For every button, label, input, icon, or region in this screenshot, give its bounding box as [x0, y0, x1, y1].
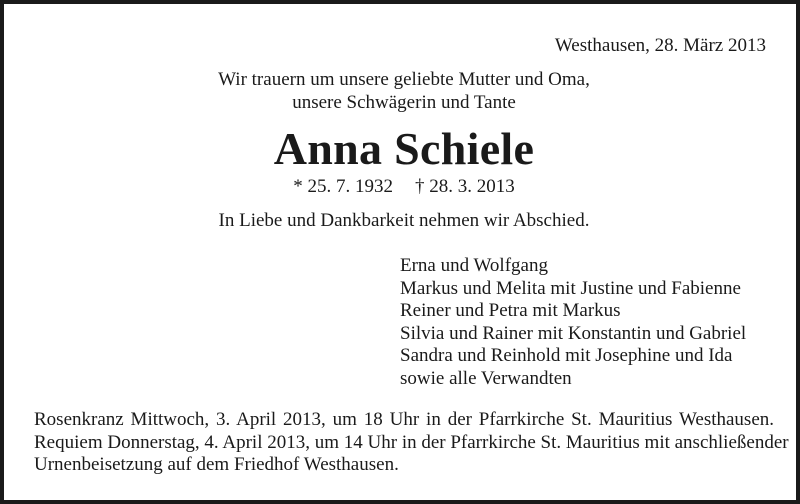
life-dates: [4, 175, 800, 199]
farewell-text: In Liebe und Dankbarkeit nehmen wir Abschied.: [218, 210, 590, 231]
intro-line: unsere Schwägerin und Tante: [292, 92, 516, 113]
mourner-line: Sandra und Reinhold mit Josephine und Ida: [400, 345, 733, 366]
mourner-line: sowie alle Verwandten: [400, 367, 572, 389]
requiem-note: Requiem Donnerstag, 4. April 2013, um 14 Uhr in der Pfarrkirche St. Mauritius mit anschließender: [34, 431, 789, 453]
rosary-note: Rosenkranz Mittwoch, 3. April 2013, um 18 Uhr in der Pfarrkirche St. Mauritius Westhausen.: [34, 409, 774, 430]
mourner-line: Reiner und Petra mit Markus: [400, 300, 621, 321]
deceased-name: Anna Schiele: [273, 123, 535, 174]
intro-text: [4, 68, 800, 114]
birth-date: * 25. 7. 1932: [293, 176, 393, 197]
mourner-line: Erna und Wolfgang: [400, 255, 548, 276]
place-date: Westhausen, 28. März 2013: [554, 35, 766, 56]
service-details: [34, 409, 789, 477]
burial-note: Urnenbeisetzung auf dem Friedhof Westhausen.: [34, 454, 399, 475]
mourner-line: Markus und Melita mit Justine und Fabienne: [400, 277, 741, 299]
intro-line: Wir trauern um unsere geliebte Mutter und Oma,: [218, 69, 590, 90]
mourner-line: Silvia und Rainer mit Konstantin und Gabriel: [400, 322, 747, 344]
death-date: † 28. 3. 2013: [415, 176, 515, 197]
mourners-list: [400, 255, 746, 390]
